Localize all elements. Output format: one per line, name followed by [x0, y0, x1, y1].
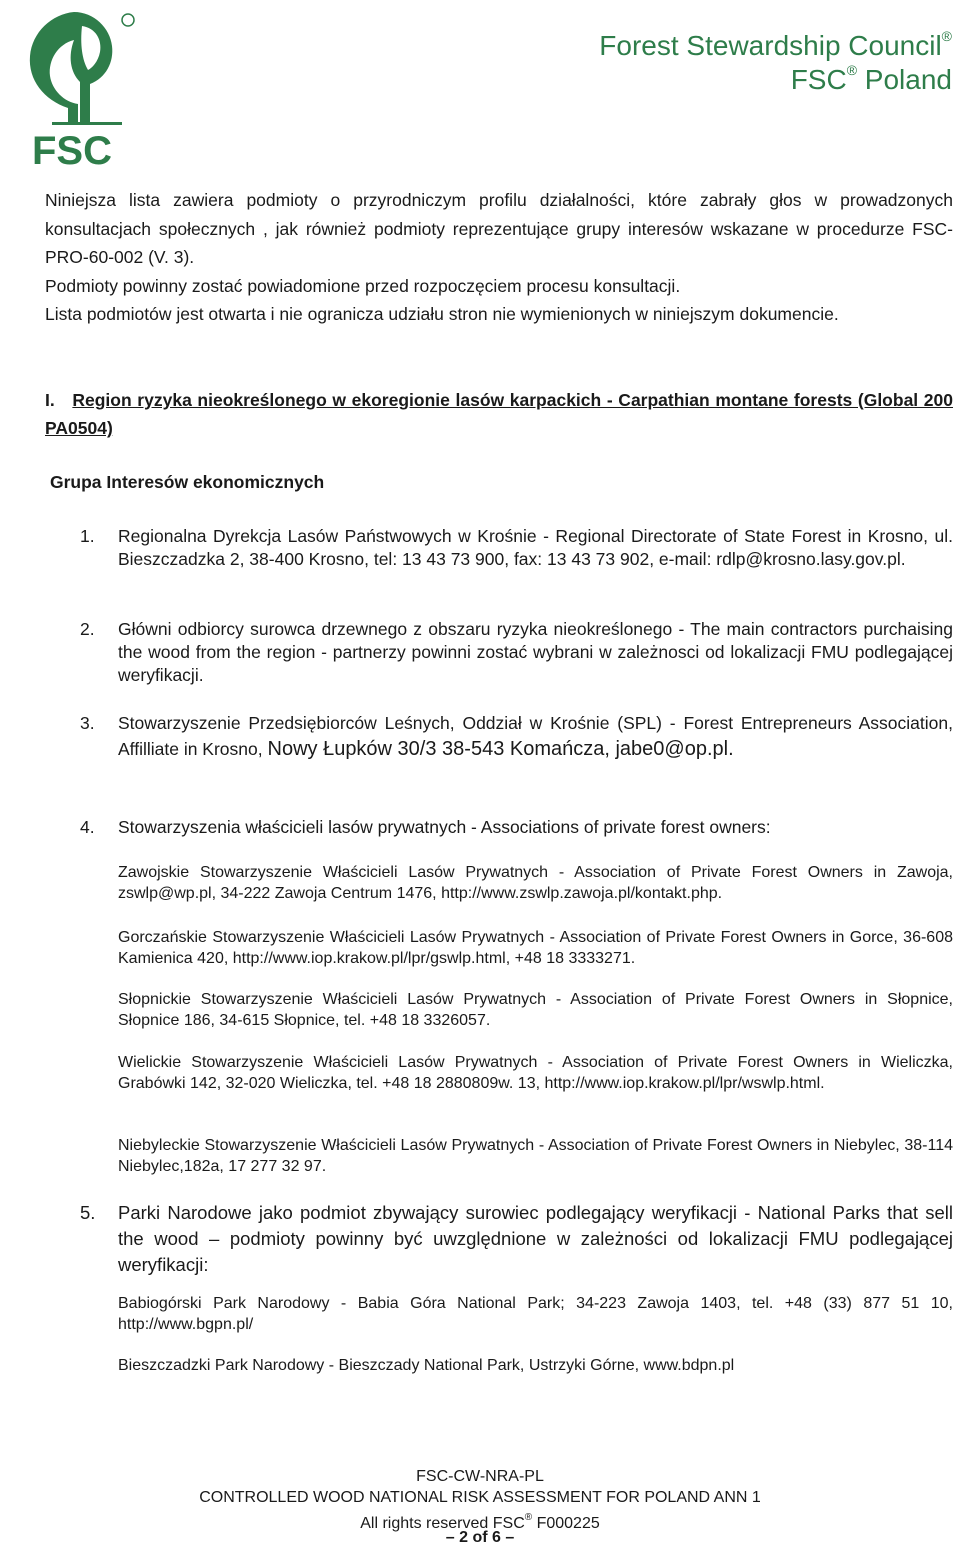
fsc-tree-icon — [22, 4, 140, 170]
section-number: I. — [45, 390, 55, 410]
intro-paragraph-2: Podmioty powinny zostać powiadomione przed rozpoczęciem procesu konsultacji. — [45, 276, 681, 296]
intro-paragraph-1: Niniejsza lista zawiera podmioty o przyrodniczym profilu działalności, które zabrały głos w prowadzonych konsultacjach społecznych , jak również podmioty reprezentujące grupy interesów wskazane w procedurze FSC-PRO-60-002 (V. 3). — [45, 190, 953, 267]
footer-doc-title: CONTROLLED WOOD NATIONAL RISK ASSESSMENT FOR POLAND ANN 1 — [199, 1489, 761, 1506]
park-entry: Babiogórski Park Narodowy - Babia Góra National Park; 34-223 Zawoja 1403, tel. +48 (33) 877 51 10, http://www.bgpn.pl/ — [118, 1295, 953, 1333]
association-entry: Niebyleckie Stowarzyszenie Właścicieli Lasów Prywatnych - Association of Private Forest Owners in Niebylec, 38-114 Niebylec,182a, 17 277 32 97. — [118, 1137, 953, 1175]
intro-paragraph-3: Lista podmiotów jest otwarta i nie ogranicza udziału stron nie wymienionych w niniejszym dokumencie. — [45, 304, 839, 324]
org-name-line1: Forest Stewardship Council® — [599, 28, 952, 61]
svg-text:FSC: FSC — [32, 129, 112, 170]
address-contact: Nowy Łupków 30/3 38-543 Komańcza, jabe0@op.pl. — [267, 738, 734, 760]
association-entry: Słopnickie Stowarzyszenie Właścicieli Lasów Prywatnych - Association of Private Forest Owners in Słopnice, Słopnice 186, 34-615 Słopnice, tel. +48 18 3326057. — [118, 991, 953, 1029]
footer-doc-code: FSC-CW-NRA-PL — [416, 1468, 544, 1485]
association-entry: Gorczańskie Stowarzyszenie Właścicieli Lasów Prywatnych - Association of Private Forest Owners in Gorce, 36-608 Kamienica 420, http://www.iop.krakow.pl/lpr/gswlp.html, +48 18 3333271. — [118, 929, 953, 967]
org-name-line2: FSC® Poland — [790, 62, 952, 95]
section-title: Region ryzyka nieokreślonego w ekoregionie lasów karpackich - Carpathian montane forests (Global 200 PA0504) — [45, 390, 953, 438]
list-item-4: 4. Stowarzyszenia właścicieli lasów prywatnych - Associations of private forest owners: — [80, 817, 771, 837]
page-number: – 2 of 6 – — [445, 1529, 515, 1546]
association-entry: Zawojskie Stowarzyszenie Właścicieli Lasów Prywatnych - Association of Private Forest Owners in Zawoja, zswlp@wp.pl, 34-222 Zawoja Centrum 1476, http://www.zswlp.zawoja.pl/kontakt.php. — [118, 864, 953, 902]
section-heading — [45, 386, 953, 442]
park-entry: Bieszczadzki Park Narodowy - Bieszczady National Park, Ustrzyki Górne, www.bdpn.pl — [118, 1357, 735, 1374]
list-item-3: 3. Stowarzyszenie Przedsiębiorców Leśnych, Oddział w Krośnie (SPL) - Forest Entrepreneurs Association, Affilliate in Krosno, Nowy Łupków 30/3 38-543 Komańcza, jabe0@op.pl. — [80, 713, 953, 760]
list-item-2: 2. Główni odbiorcy surowca drzewnego z obszaru ryzyka nieokreślonego - The main contractors purchaising the wood from the region - partnerzy powinni zostać wybrani w zależnosci od lokalizacji FMU podlegającej weryfikacji. — [80, 619, 953, 685]
list-item-1: 1. Regionalna Dyrekcja Lasów Państwowych w Krośnie - Regional Directorate of State Forest in Krosno, ul. Bieszczadzka 2, 38-400 Krosno, tel: 13 43 73 900, fax: 13 43 73 902, e-mail: rdlp@krosno.lasy.gov.pl. — [80, 526, 953, 569]
list-item-5: 5. Parki Narodowe jako podmiot zbywający surowiec podlegający weryfikacji - National Parks that sell the wood – podmioty powinny być uwzględnione w zależności od lokalizacji FMU podlegającej weryfikacji: — [80, 1202, 953, 1275]
group-heading: Grupa Interesów ekonomicznych — [50, 472, 325, 492]
association-entry: Wielickie Stowarzyszenie Właścicieli Lasów Prywatnych - Association of Private Forest Owners in Wieliczka, Grabówki 142, 32-020 Wieliczka, tel. +48 18 2880809w. 13, http://www.iop.krakow.pl/lpr/wswlp.html. — [118, 1054, 953, 1092]
fsc-logo — [22, 4, 140, 170]
footer-rights: All rights reserved FSC® F000225 — [360, 1512, 600, 1532]
